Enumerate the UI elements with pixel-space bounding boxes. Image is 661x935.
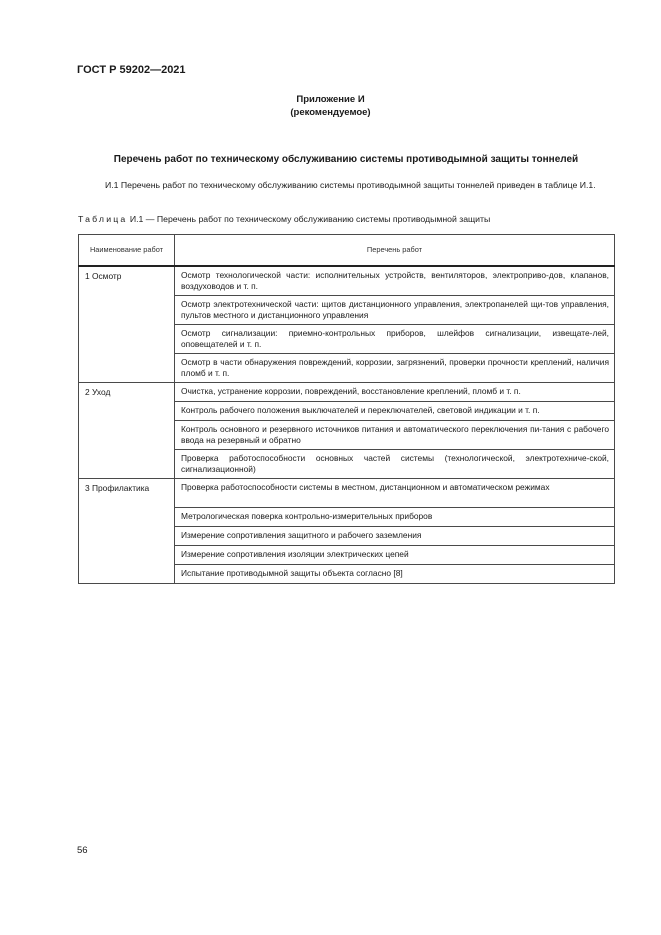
table-row (79, 383, 615, 402)
work-item: Осмотр электротехнической части: щитов дистанционного управления, электропанелей щи-тов управления, пультов местного и дистанционного управления (175, 296, 615, 325)
work-item: Осмотр технологической части: исполнительных устройств, вентиляторов, электроприво-дов, клапанов, воздуховодов и т. п. (175, 266, 615, 296)
page-number: 56 (77, 845, 88, 856)
work-item: Измерение сопротивления защитного и рабочего заземления (175, 527, 615, 546)
work-item: Проверка работоспособности основных частей системы (технологической, электротехниче-ской, сигнализационной) (175, 450, 615, 479)
table-row (79, 266, 615, 296)
works-table (78, 234, 615, 584)
group-care: 2 Уход (79, 383, 175, 479)
table-header-row (79, 235, 615, 267)
table-row (79, 479, 615, 508)
work-item: Осмотр сигнализации: приемно-контрольных приборов, шлейфов сигнализации, извещате-лей, оповещателей и т. п. (175, 325, 615, 354)
work-item: Проверка работоспособности системы в местном, дистанционном и автоматическом режимах (175, 479, 615, 508)
group-inspection: 1 Осмотр (79, 266, 175, 383)
appendix-status: (рекомендуемое) (290, 107, 371, 118)
work-item: Очистка, устранение коррозии, повреждений, восстановление креплений, пломб и т. п. (175, 383, 615, 402)
work-item: Метрологическая поверка контрольно-измерительных приборов (175, 508, 615, 527)
work-item: Измерение сопротивления изоляции электрических цепей (175, 546, 615, 565)
work-item: Контроль основного и резервного источников питания и автоматического переключения пи-тания с рабочего ввода на резервный и обратно (175, 421, 615, 450)
document-code: ГОСТ Р 59202—2021 (77, 64, 186, 76)
table-caption-prefix: Таблица (78, 214, 128, 224)
work-item: Контроль рабочего положения выключателей и переключателей, световой индикации и т. п. (175, 402, 615, 421)
col-header-work-list: Перечень работ (175, 235, 615, 267)
col-header-work-name: Наименование работ (79, 235, 175, 267)
work-item: Осмотр в части обнаружения повреждений, коррозии, загрязнений, проверки прочности креплений, наличия пломб и т. п. (175, 354, 615, 383)
section-title: Перечень работ по техническому обслуживанию системы противодымной защиты тоннелей (113, 154, 579, 165)
intro-paragraph: И.1 Перечень работ по техническому обслуживанию системы противодымной защиты тоннелей приведен в таблице И.1. (105, 180, 596, 190)
table-caption (78, 214, 490, 224)
table-caption-text: И.1 — Перечень работ по техническому обслуживанию системы противодымной защиты (129, 214, 491, 224)
appendix-title: Приложение И (296, 94, 365, 105)
appendix-heading (0, 93, 661, 119)
group-prevention: 3 Профилактика (79, 479, 175, 584)
work-item: Испытание противодымной защиты объекта согласно [8] (175, 565, 615, 584)
